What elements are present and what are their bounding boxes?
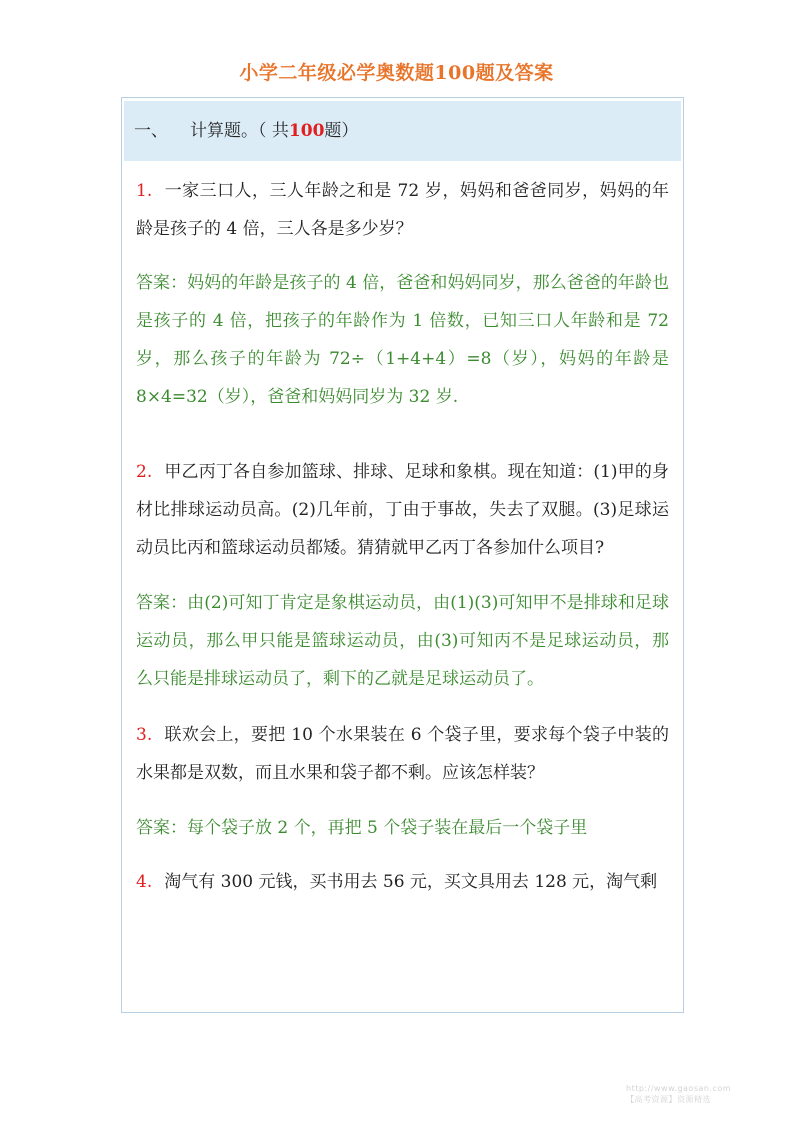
section-suffix: 题） [324, 121, 359, 141]
question-2 [136, 453, 669, 567]
answer-1: 答案：妈妈的年龄是孩子的 4 倍，爸爸和妈妈同岁，那么爸爸的年龄也是孩子的 4 倍，把孩子的年龄作为 1 倍数，已知三口人年龄和是 72 岁，那么孩子的年龄为 72÷（1+4+4）=8（岁），妈妈的年龄是 8×4=32（岁），爸爸和妈妈同岁为 32 岁. [136, 273, 669, 407]
watermark [626, 1083, 776, 1105]
question-text: 联欢会上，要把 10 个水果装在 6 个袋子里，要求每个袋子中装的水果都是双数，而且水果和袋子都不剩。应该怎样装？ [136, 725, 669, 783]
question-1 [136, 172, 669, 248]
question-text: 淘气有 300 元钱，买书用去 56 元，买文具用去 128 元，淘气剩 [164, 872, 658, 892]
section-header [124, 101, 681, 161]
question-number: 4. [136, 872, 153, 892]
question-4 [136, 863, 669, 901]
answer-2: 答案：由(2)可知丁肯定是象棋运动员，由(1)(3)可知甲不是排球和足球运动员，那么甲只能是篮球运动员，由(3)可知丙不是足球运动员，那么只能是排球运动员了，剩下的乙就是足球运动员了。 [136, 593, 669, 689]
watermark-url: http://www.gaosan.com [626, 1084, 732, 1093]
problem-frame [121, 97, 684, 1013]
watermark-label: 【高考资源】资源精选 [626, 1095, 711, 1104]
question-text: 甲乙丙丁各自参加篮球、排球、足球和象棋。现在知道：(1)甲的身材比排球运动员高。(2)几年前，丁由于事故，失去了双腿。(3)足球运动员比丙和篮球运动员都矮。猜猜就甲乙丙丁各参加什么项目? [136, 462, 669, 558]
section-count: 100 [288, 121, 325, 141]
document-title: 小学二年级必学奥数题100题及答案 [239, 62, 554, 84]
answer-3: 答案：每个袋子放 2 个，再把 5 个袋子装在最后一个袋子里 [136, 818, 588, 838]
question-number: 1. [136, 181, 153, 201]
problem-list [122, 172, 683, 901]
question-text: 一家三口人，三人年龄之和是 72 岁，妈妈和爸爸同岁，妈妈的年龄是孩子的 4 倍，三人各是多少岁？ [136, 181, 669, 239]
section-title: 计算题。（ 共 [190, 121, 289, 141]
section-prefix: 一、 [134, 121, 168, 141]
question-number: 2. [136, 462, 153, 482]
question-number: 3. [136, 725, 153, 745]
question-3 [136, 716, 669, 792]
